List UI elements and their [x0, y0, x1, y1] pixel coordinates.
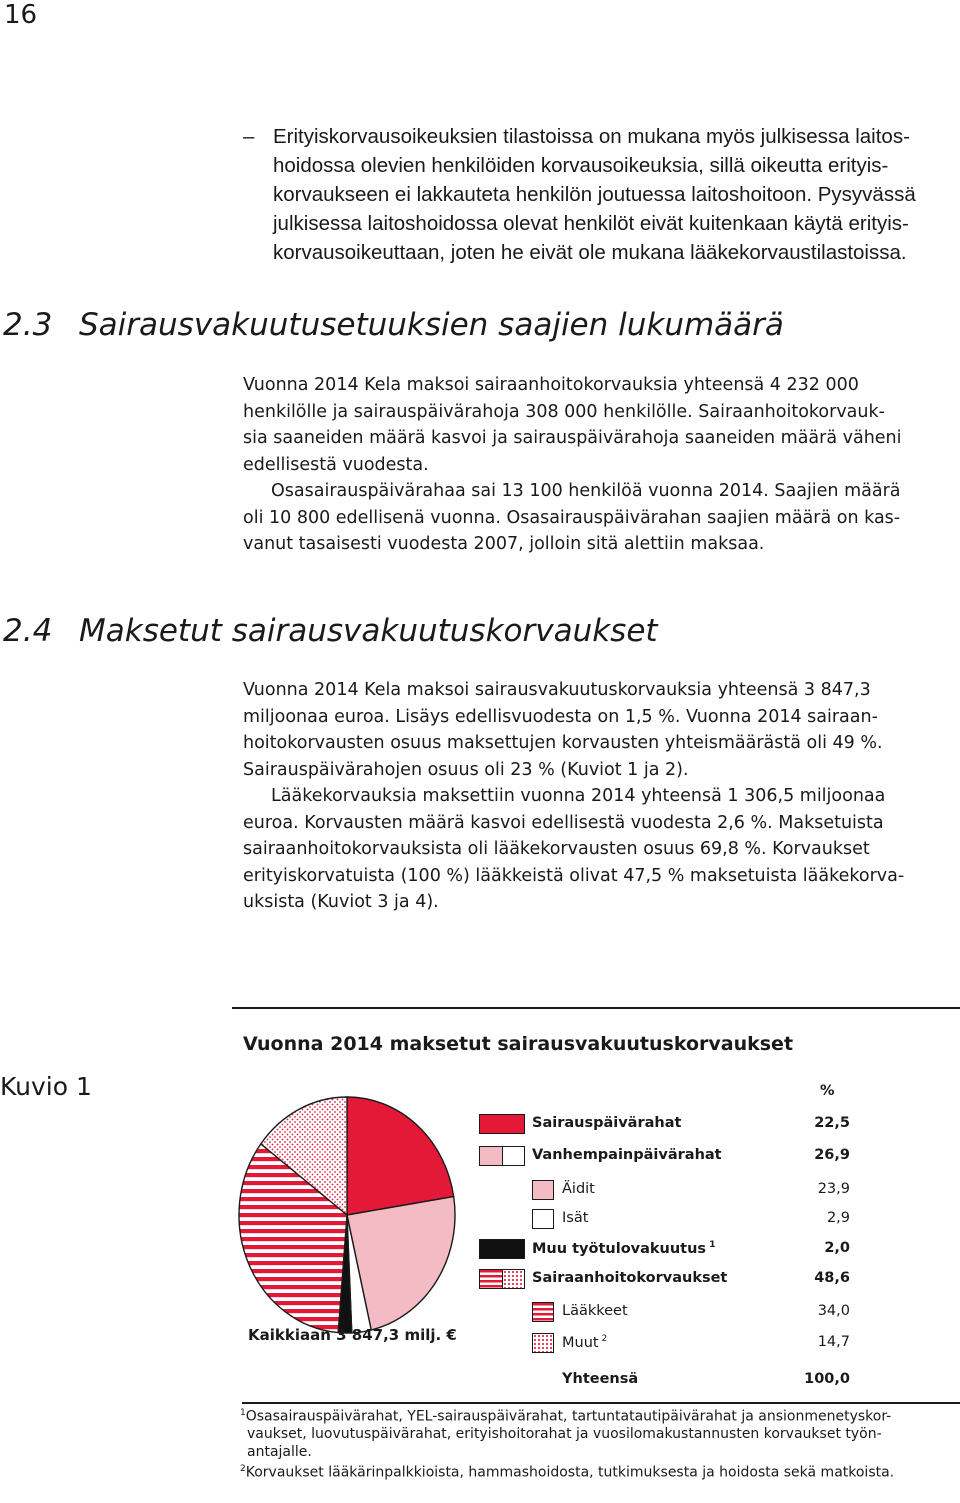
legend-label-text: Lääkkeet — [562, 1303, 628, 1319]
legend-swatch-part — [480, 1270, 502, 1288]
chart-title: Vuonna 2014 maksetut sairausvakuutuskorvaukset — [243, 1033, 794, 1055]
figure-label: Kuvio 1 — [0, 1072, 92, 1101]
text-line: henkilölle ja sairauspäivärahoja 308 000 henkilölle. Sairaanhoitokorvauk- — [243, 401, 885, 422]
legend-swatch-part — [480, 1147, 502, 1165]
paragraph — [243, 372, 953, 558]
text-line: miljoonaa euroa. Lisäys edellisvuodesta on 1,5 %. Vuonna 2014 sairaan- — [243, 706, 878, 727]
text-line: Osasairauspäivärahaa sai 13 100 henkilöä vuonna 2014. Saajien määrä — [271, 481, 901, 501]
section-title: Maksetut sairausvakuutuskorvaukset — [79, 613, 658, 649]
legend-label — [562, 1181, 595, 1197]
section-number: 2.4 — [3, 613, 53, 649]
legend-value: 14,7 — [817, 1334, 850, 1350]
legend-value: 100,0 — [804, 1371, 850, 1387]
legend-label — [562, 1371, 638, 1387]
section-number: 2.3 — [3, 307, 53, 343]
text-line: sia saaneiden määrä kasvoi ja sairauspäivärahoja saaneiden määrä väheni — [243, 428, 902, 448]
legend-value: 23,9 — [817, 1181, 850, 1197]
legend-value: 2,9 — [826, 1210, 850, 1226]
text-line: oli 10 800 edellisenä vuonna. Osasairauspäivärahan saajien määrä on kas- — [243, 507, 901, 528]
legend-label — [562, 1210, 588, 1226]
footnote-2 — [240, 1461, 894, 1482]
text-line: Erityiskorvausoikeuksien tilastoissa on mukana myös julkisessa laitos- — [273, 125, 910, 148]
pie-total-label: Kaikkiaan 3 847,3 milj. € — [248, 1326, 457, 1344]
text-line: Vuonna 2014 Kela maksoi sairausvakuutuskorvauksia yhteensä 3 847,3 — [243, 680, 871, 700]
footnote-mark: 2 — [240, 1464, 246, 1474]
text-line: edellisestä vuodesta. — [243, 454, 429, 475]
legend-label-text: Sairauspäivärahat — [532, 1115, 682, 1131]
pie-slice — [347, 1097, 454, 1215]
legend-swatch — [479, 1114, 525, 1134]
text-line: hoitokorvausten osuus maksettujen korvausten yhteismäärästä oli 49 %. — [243, 733, 883, 753]
footnote-line: antajalle. — [247, 1443, 312, 1460]
legend-swatch — [532, 1302, 554, 1322]
legend-swatch — [479, 1146, 525, 1166]
text-line: julkisessa laitoshoidossa olevat henkilöt eivät kuitenkaan käytä erityis- — [273, 212, 909, 235]
legend-swatch-part — [502, 1270, 525, 1288]
percent-header: % — [820, 1083, 835, 1099]
footnote-rule — [242, 1402, 960, 1404]
footnote-1 — [240, 1405, 891, 1461]
footnote-line — [240, 1405, 891, 1426]
text-line: euroa. Korvausten määrä kasvoi edellisestä vuodesta 2,6 %. Maksetuista — [243, 812, 884, 833]
legend-label-text: Sairaanhoitokorvaukset — [532, 1270, 728, 1286]
text-line: sairaanhoitokorvauksista oli lääkekorvausten osuus 69,8 %. Korvaukset — [243, 839, 870, 859]
footnote-ref: 2 — [598, 1334, 608, 1344]
legend-swatch-part — [533, 1334, 553, 1352]
text-line: Sairauspäivärahojen osuus oli 23 % (Kuviot 1 ja 2). — [243, 759, 689, 780]
list-dash: – — [243, 125, 255, 148]
text-line: hoidossa olevien henkilöiden korvausoikeuksia, sillä oikeutta erityis- — [273, 154, 889, 177]
text-line: Lääkekorvauksia maksettiin vuonna 2014 yhteensä 1 306,5 miljoonaa — [271, 786, 886, 806]
text-line: korvausoikeuttaan, joten he eivät ole mukana lääkekorvaustilastoissa. — [273, 241, 907, 264]
pie-chart — [236, 1093, 458, 1337]
legend-value: 48,6 — [814, 1270, 850, 1286]
pie-slices — [239, 1097, 455, 1333]
footnote-line: vaukset, luovutuspäivärahat, erityishoitorahat ja vuosilomakustannusten korvaukset työn- — [247, 1426, 882, 1443]
footnote-text: Korvaukset lääkärinpalkkioista, hammashoidosta, tutkimuksesta ja hoidosta sekä matkoista. — [245, 1464, 895, 1481]
legend-label-text: Muut — [562, 1334, 599, 1351]
legend-label — [532, 1115, 681, 1131]
legend-value: 2,0 — [824, 1240, 850, 1256]
footnote-text: Osasairauspäivärahat, YEL-sairauspäivärahat, tartuntatautipäivärahat ja ansionmenetyskor- — [245, 1408, 892, 1425]
dash-item-text — [273, 122, 953, 267]
text-line: korvaukseen ei lakkauteta henkilön joutuessa laitoshoitoon. Pysyvässä — [273, 183, 916, 206]
text-line: vanut tasaisesti vuodesta 2007, jolloin sitä alettiin maksaa. — [243, 534, 765, 554]
legend-swatch — [532, 1333, 554, 1353]
legend-label-text: Yhteensä — [562, 1371, 639, 1387]
legend-swatch — [479, 1269, 525, 1289]
footnote-ref: 1 — [706, 1240, 716, 1250]
legend-swatch-part — [533, 1303, 553, 1321]
text-line: uksista (Kuviot 3 ja 4). — [243, 892, 439, 912]
section-title: Sairausvakuutusetuuksien saajien lukumäärä — [79, 307, 784, 343]
legend-label — [562, 1334, 607, 1351]
legend-swatch — [532, 1209, 554, 1229]
legend-label — [562, 1303, 628, 1319]
legend-label-text: Vanhempainpäivärahat — [532, 1147, 722, 1163]
legend-swatch — [479, 1239, 525, 1259]
section-heading-2-3 — [3, 307, 784, 343]
legend-label-text: Muu työtulovakuutus — [532, 1240, 707, 1257]
text-line: Vuonna 2014 Kela maksoi sairaanhoitokorvauksia yhteensä 4 232 000 — [243, 375, 859, 395]
figure-top-rule — [232, 1007, 960, 1009]
page-number: 16 — [4, 0, 38, 30]
footnote-mark: 1 — [240, 1408, 246, 1418]
legend-swatch-part — [480, 1240, 524, 1258]
legend-swatch-part — [533, 1210, 553, 1228]
legend-label-text: Isät — [562, 1210, 589, 1226]
legend-swatch — [532, 1180, 554, 1200]
legend-value: 22,5 — [814, 1115, 850, 1131]
legend-value: 34,0 — [817, 1303, 850, 1319]
text-line: erityiskorvatuista (100 %) lääkkeistä olivat 47,5 % maksetuista lääkekorva- — [243, 865, 905, 886]
legend-swatch-part — [480, 1115, 524, 1133]
paragraph — [243, 677, 953, 916]
legend-swatch-part — [502, 1147, 525, 1165]
legend-label — [532, 1240, 715, 1257]
footnote-line — [240, 1461, 894, 1482]
legend-value: 26,9 — [814, 1147, 850, 1163]
legend-swatch-part — [533, 1181, 553, 1199]
legend-label-text: Äidit — [562, 1181, 595, 1197]
legend-label — [532, 1147, 722, 1163]
legend-label — [532, 1270, 727, 1286]
section-heading-2-4 — [3, 613, 658, 649]
